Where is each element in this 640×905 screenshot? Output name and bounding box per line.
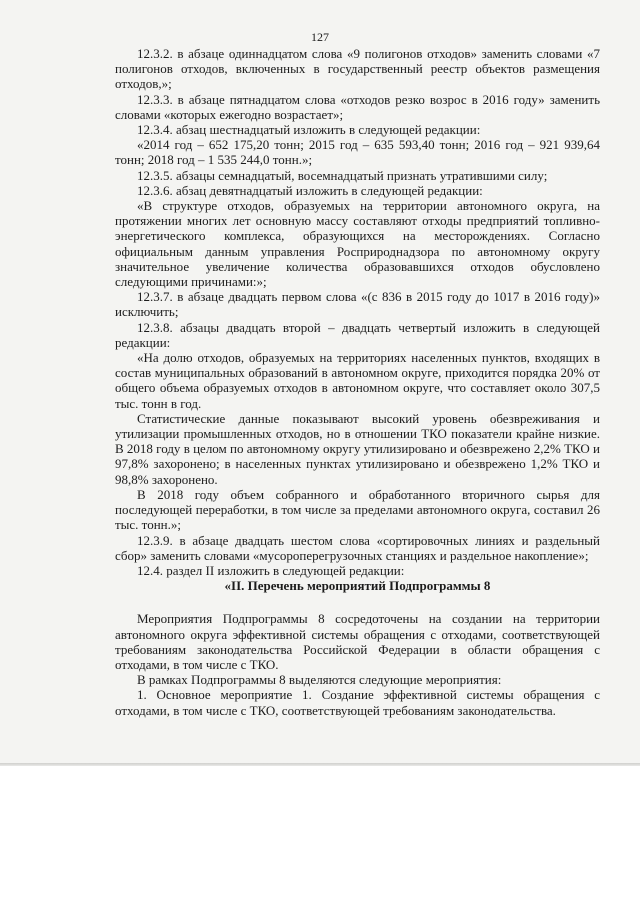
paragraph-12-3-9: 12.3.9. в абзаце двадцать шестом слова «сортировочных линиях и раздельный сбор» заменить словами «мусороперегрузочных станциях и раздельное накопление»; (115, 532, 600, 563)
paragraph-12-4: 12.4. раздел II изложить в следующей редакции: (137, 562, 405, 578)
section-paragraph-list-intro: В рамках Подпрограммы 8 выделяются следующие мероприятия: (137, 672, 502, 688)
paragraph-share-quote: «На долю отходов, образуемых на территориях населенных пунктов, входящих в состав муниципальных образований в автономном округе, приходится порядка 20% от общего объема образуемых отходов в автономном округе, что составляет около 307,5 тыс. тонн в год. (115, 350, 600, 411)
paragraph-structure-quote: «В структуре отходов, образуемых на территории автономного округа, на протяжении многих лет основную массу составляют отходы предприятий топливно-энергетического комплекса, образующихся на месторождениях. Согласно официальным данным управления Росприроднадзора по автономному округу значительное увеличение количества образовавшихся отходов обусловлено следующими причинами:»; (115, 198, 600, 290)
scan-bottom-edge (0, 763, 640, 766)
section-paragraph-intro: Мероприятия Подпрограммы 8 сосредоточены на создании на территории автономного округа эффективной системы обращения с отходами, соответствующей требованиям законодательства Российской Федерации в области обращения с отходами, в том числе с ТКО. (115, 611, 600, 672)
section-heading: «II. Перечень мероприятий Подпрограммы 8 (224, 578, 491, 594)
paragraph-12-3-7: 12.3.7. в абзаце двадцать первом слова «(с 836 в 2015 году до 1017 в 2016 году)» исключить; (115, 289, 600, 320)
page-number: 127 (311, 30, 329, 44)
paragraph-12-3-3: 12.3.3. в абзаце пятнадцатом слова «отходов резко возрос в 2016 году» заменить словами «которых ежегодно возрастает»; (115, 91, 600, 122)
paragraph-12-3-4: 12.3.4. абзац шестнадцатый изложить в следующей редакции: (137, 122, 481, 138)
document-body (115, 46, 600, 718)
paragraph-12-3-2: 12.3.2. в абзаце одиннадцатом слова «9 полигонов отходов» заменить словами «7 полигонов отходов, включенных в государственный реестр объектов размещения отходов,»; (115, 46, 600, 92)
paragraph-statistics: Статистические данные показывают высокий уровень обезвреживания и утилизации промышленных отходов, но в отношении ТКО показатели крайне низкие. В 2018 году в целом по автономному округу утилизировано и обезврежено 2,2% ТКО и 97,8% захоронено; в населенных пунктах утилизировано и обезврежено 1,2% ТКО и 98,8% захоронено. (115, 410, 600, 487)
paragraph-12-3-8: 12.3.8. абзацы двадцать второй – двадцать четвертый изложить в следующей редакции: (115, 319, 600, 350)
paragraph-tonnage-quote: «2014 год – 652 175,20 тонн; 2015 год – 635 593,40 тонн; 2016 год – 921 939,64 тонн; 2018 год – 1 535 244,0 тонн.»; (115, 137, 600, 168)
paragraph-12-3-6: 12.3.6. абзац девятнадцатый изложить в следующей редакции: (137, 182, 483, 198)
paragraph-secondary-raw: В 2018 году объем собранного и обработанного вторичного сырья для последующей переработки, в том числе за пределами автономного округа, составил 26 тыс. тонн.»; (115, 486, 600, 533)
section-paragraph-measure-1: 1. Основное мероприятие 1. Создание эффективной системы обращения с отходами, в том числе с ТКО, соответствующей требованиям законодательства. (115, 687, 600, 718)
paragraph-12-3-5: 12.3.5. абзацы семнадцатый, восемнадцатый признать утратившими силу; (137, 167, 548, 183)
